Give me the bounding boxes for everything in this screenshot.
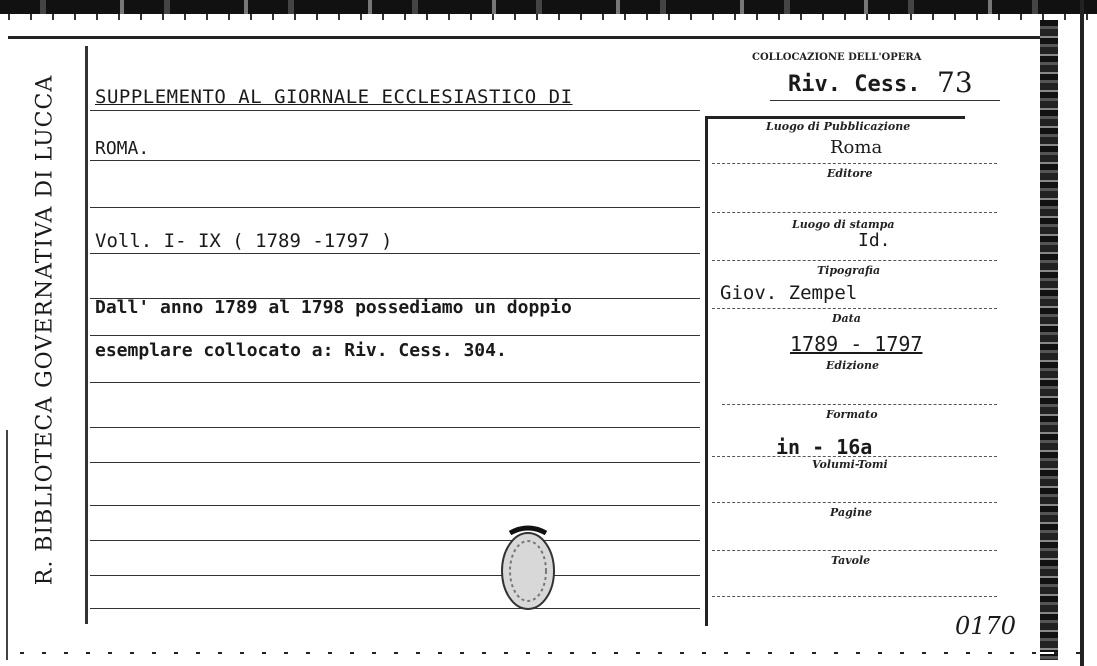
collocazione-underline bbox=[770, 100, 1000, 101]
fields-box-border-top bbox=[705, 116, 965, 119]
collocazione-label: COLLOCAZIONE DELL'OPERA bbox=[752, 52, 922, 63]
luogo-pubblicazione-label: Luogo di Pubblicazione bbox=[766, 120, 911, 133]
luogo-stampa-label: Luogo di stampa bbox=[792, 218, 895, 231]
field-rule bbox=[722, 404, 997, 405]
rule-line bbox=[90, 505, 700, 506]
right-scan-edge bbox=[1040, 20, 1058, 660]
note-line-2: esemplare collocato a: Riv. Cess. 304. bbox=[95, 340, 507, 361]
punch-hole-mark bbox=[492, 525, 562, 611]
rule-line bbox=[90, 575, 700, 576]
luogo-stampa-value: Id. bbox=[858, 230, 891, 251]
field-rule bbox=[712, 550, 997, 551]
edizione-label: Edizione bbox=[826, 359, 880, 372]
top-rule bbox=[8, 36, 1048, 39]
collocazione-number: 73 bbox=[937, 66, 973, 99]
formato-label: Formato bbox=[826, 408, 878, 421]
tipografia-label: Tipografia bbox=[817, 264, 881, 277]
title-line-1: SUPPLEMENTO AL GIORNALE ECCLESIASTICO DI bbox=[95, 86, 573, 108]
rule-line bbox=[90, 608, 700, 609]
fields-box-border-left bbox=[705, 116, 708, 626]
handwritten-number: 0170 bbox=[955, 612, 1017, 640]
rule-line bbox=[90, 540, 700, 541]
rule-line bbox=[90, 335, 700, 336]
rule-line bbox=[90, 382, 700, 383]
field-rule bbox=[712, 163, 997, 164]
field-rule bbox=[712, 502, 997, 503]
top-scan-edge bbox=[0, 0, 1097, 14]
field-rule bbox=[712, 260, 997, 261]
volumi-tomi-label: Volumi-Tomi bbox=[812, 458, 888, 471]
pagine-label: Pagine bbox=[830, 506, 872, 519]
rule-line bbox=[90, 253, 700, 254]
data-value: 1789 - 1797 bbox=[790, 332, 923, 356]
field-rule bbox=[712, 456, 997, 457]
formato-value: in - 16a bbox=[776, 435, 873, 459]
field-rule bbox=[712, 308, 997, 309]
rule-line bbox=[90, 462, 700, 463]
rule-line bbox=[90, 427, 700, 428]
bottom-scan-edge bbox=[20, 652, 1080, 654]
left-border bbox=[6, 430, 8, 660]
left-margin-rule bbox=[85, 46, 88, 624]
tavole-label: Tavole bbox=[831, 554, 871, 567]
library-title: R. BIBLIOTECA GOVERNATIVA DI LUCCA bbox=[32, 74, 58, 586]
rule-line bbox=[90, 207, 700, 208]
title-line-2: ROMA. bbox=[95, 138, 150, 159]
top-scan-noise bbox=[0, 14, 1097, 20]
editore-label: Editore bbox=[827, 167, 873, 180]
luogo-pubblicazione-value: Roma bbox=[830, 137, 883, 158]
collocazione-value: Riv. Cess. bbox=[788, 72, 921, 97]
data-label: Data bbox=[832, 312, 861, 325]
rule-line bbox=[90, 160, 700, 161]
right-border bbox=[1080, 0, 1084, 666]
tipografia-value: Giov. Zempel bbox=[720, 282, 858, 304]
volumes-line: Voll. I- IX ( 1789 -1797 ) bbox=[95, 230, 393, 252]
rule-line bbox=[90, 110, 700, 111]
field-rule bbox=[712, 212, 997, 213]
field-rule bbox=[712, 596, 997, 597]
note-line-1: Dall' anno 1789 al 1798 possediamo un doppio bbox=[95, 297, 572, 318]
